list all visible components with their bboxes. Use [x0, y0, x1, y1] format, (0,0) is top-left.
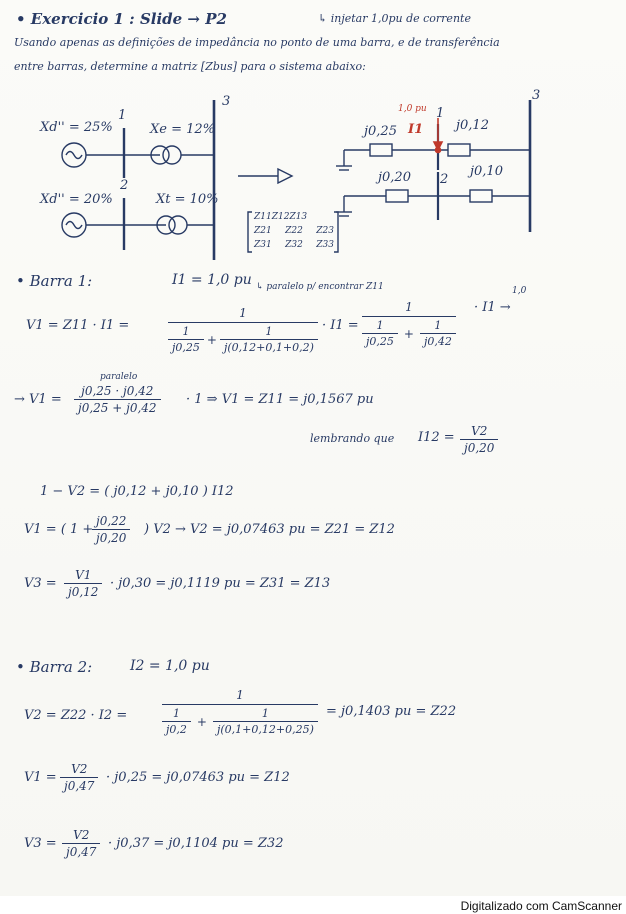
remember-fraction [460, 424, 498, 455]
remember-lhs: I12 = [418, 430, 455, 445]
matrix-cell: Z11 [254, 212, 272, 222]
b2-eq1-a-num: 1 [172, 707, 180, 720]
impedance-j012 [448, 144, 470, 156]
b2-eq1-b-den: j(0,1+0,12+0,25) [213, 721, 318, 736]
barra-2-eq2-lead: V1 = [24, 770, 57, 785]
barra-1-heading: • Barra 1: [16, 272, 93, 290]
b2-eq3-denominator: j0,47 [62, 843, 100, 859]
b2-eq1-numerator: 1 [236, 688, 244, 702]
impedance-j020 [386, 190, 408, 202]
barra-1-eq3: 1 − V2 = ( j0,12 + j0,10 ) I12 [40, 484, 234, 499]
bus-2-label: 2 [120, 178, 129, 193]
barra-2-eq1-tail: = j0,1403 pu = Z22 [326, 704, 457, 719]
statement-line-2: entre barras, determine a matriz [Zbus] para o sistema abaixo: [14, 60, 366, 73]
zbus-matrix-row-2 [254, 226, 334, 236]
right-bus-3-label: 3 [532, 88, 541, 103]
matrix-cell: Z21 [254, 226, 272, 236]
barra-1-eq4-fraction [92, 514, 130, 545]
eq1-den-a-num: 1 [182, 325, 190, 338]
eq4-numerator: j0,22 [96, 514, 127, 528]
eq1-den-b-num: 1 [265, 325, 273, 338]
right-bus-1-label: 1 [436, 106, 445, 121]
note-parallel: ↳ paralelo p/ encontrar Z11 [256, 282, 384, 292]
barra-1-injection: I1 = 1,0 pu [172, 272, 252, 288]
eq4-denominator: j0,20 [92, 529, 130, 545]
zbus-matrix-row-3 [254, 240, 334, 250]
eq1-den-plus: + [206, 332, 217, 347]
matrix-cell: Z31 [254, 240, 272, 250]
statement-line-1: Usando apenas as definições de impedância no ponto de uma barra, e de transferência [14, 36, 500, 49]
remember-numerator: V2 [471, 424, 488, 438]
z025-label: j0,25 [364, 124, 397, 139]
b2-eq3-numerator: V2 [73, 828, 90, 842]
barra-2-eq3-fraction [62, 828, 100, 859]
remember-text: lembrando que [310, 432, 395, 445]
eq1-numerator: 1 [239, 306, 247, 320]
current-i1-label: I1 [408, 122, 424, 137]
xd1-label: Xd'' = 25% [40, 120, 113, 135]
barra-2-eq1-fraction: 1 $\frac{1}{j0,2}$ + $\frac{1}{j(0,1+0,12+0,25)}$ [162, 688, 318, 736]
matrix-cell: Z33 [316, 240, 334, 250]
barra-2-eq3-tail: · j0,37 = j0,1104 pu = Z32 [108, 836, 284, 851]
barra-1-eq4-tail: ) V2 → V2 = j0,07463 pu = Z21 = Z12 [144, 522, 395, 537]
b2-eq2-numerator: V2 [71, 762, 88, 776]
xd2-label: Xd'' = 20% [40, 192, 113, 207]
eq1-den-a-den: j0,25 [168, 339, 204, 354]
b2-eq1-b-num: 1 [261, 707, 269, 720]
z012-label: j0,12 [456, 118, 489, 133]
xe1-label: Xe = 12% [150, 122, 215, 137]
matrix-cell: Z12 [271, 212, 290, 222]
matrix-cell: Z22 [285, 226, 303, 236]
barra-1-eq1-fraction [168, 306, 318, 354]
barra-1-eq1b-fraction: 1 $\frac{1}{j0,25}$ + $\frac{1}{j0,42}$ [362, 300, 456, 348]
b2-eq2-denominator: j0,47 [60, 777, 98, 793]
eq2-denominator: j0,25 + j0,42 [74, 399, 161, 415]
barra-1-eq1-mid: · I1 = [322, 318, 359, 333]
barra-1-eq5-lead: V3 = [24, 576, 57, 591]
barra-1-eq5-tail: · j0,30 = j0,1119 pu = Z31 = Z13 [110, 576, 331, 591]
bus-3-label: 3 [222, 94, 231, 109]
eq5-numerator: V1 [75, 568, 92, 582]
eq1b-a-num: 1 [376, 319, 384, 332]
scanner-watermark: Digitalizado com CamScanner [460, 899, 622, 913]
bus-1-label: 1 [118, 108, 127, 123]
impedance-j025 [370, 144, 392, 156]
barra-1-eq4-lead: V1 = ( 1 + [24, 522, 94, 537]
eq2-numerator: j0,25 · j0,42 [81, 384, 154, 398]
eq1b-numerator: 1 [405, 300, 413, 314]
barra-2-injection: I2 = 1,0 pu [130, 658, 210, 674]
remember-denominator: j0,20 [460, 439, 498, 455]
z020-label: j0,20 [378, 170, 411, 185]
z010-label: j0,10 [470, 164, 503, 179]
barra-2-eq1-left: V2 = Z22 · I2 = [24, 708, 128, 723]
xt2-label: Xt = 10% [156, 192, 219, 207]
eq1b-b-den: j0,42 [420, 333, 456, 348]
barra-1-eq5-fraction [64, 568, 102, 599]
eq1b-current-value: 1,0 [512, 286, 527, 296]
eq5-denominator: j0,12 [64, 583, 102, 599]
barra-1-eq2-tail: · 1 ⇒ V1 = Z11 = j0,1567 pu [186, 392, 374, 407]
exercise-title: • Exercicio 1 : Slide → P2 [16, 10, 227, 28]
label-paralelo: paralelo [100, 372, 138, 382]
barra-2-eq2-fraction [60, 762, 98, 793]
injection-note: ↳ injetar 1,0pu de corrente [318, 12, 471, 25]
eq1b-tail: · I1 → [474, 300, 511, 315]
matrix-cell: Z13 [289, 212, 308, 222]
eq1b-b-num: 1 [434, 319, 442, 332]
right-bus-2-label: 2 [440, 172, 449, 187]
eq1b-a-den: j0,25 [362, 333, 398, 348]
eq1-den-b-den: j(0,12+0,1+0,2) [220, 339, 318, 354]
source-label: 1,0 pu [398, 104, 427, 114]
barra-2-eq3-lead: V3 = [24, 836, 57, 851]
barra-1-eq1-left: V1 = Z11 · I1 = [26, 318, 130, 333]
barra-2-heading: • Barra 2: [16, 658, 93, 676]
scanner-footer [0, 896, 626, 914]
b2-eq1-a-den: j0,2 [162, 721, 191, 736]
barra-2-eq2-tail: · j0,25 = j0,07463 pu = Z12 [106, 770, 290, 785]
matrix-cell: Z23 [316, 226, 334, 236]
impedance-j010 [470, 190, 492, 202]
barra-1-eq2-lead: → V1 = [14, 392, 62, 407]
matrix-cell: Z32 [285, 240, 303, 250]
barra-1-eq2-fraction [74, 384, 161, 415]
